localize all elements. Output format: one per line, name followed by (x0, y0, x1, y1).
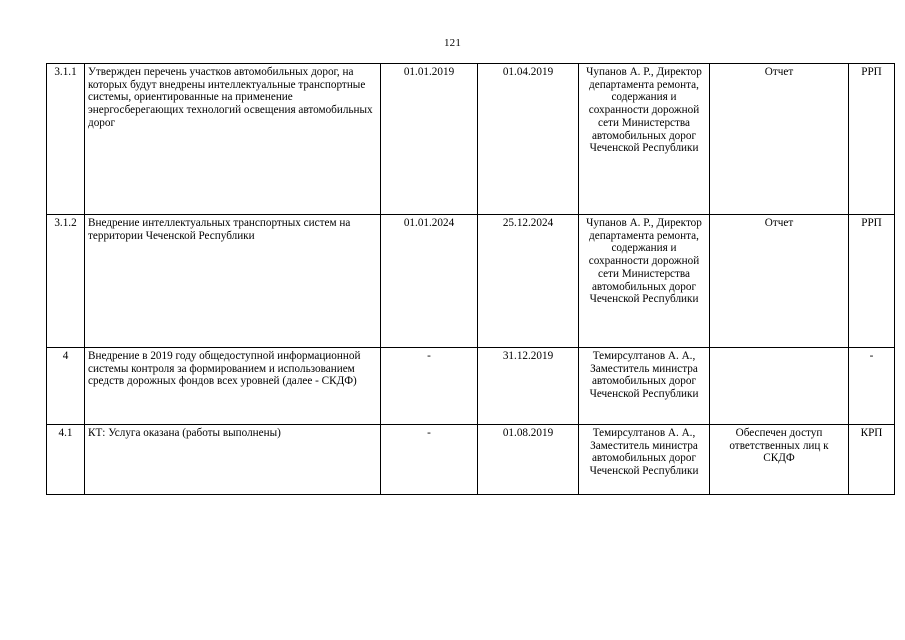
start-date: - (381, 348, 478, 425)
start-date: 01.01.2024 (381, 215, 478, 348)
start-date: 01.01.2019 (381, 64, 478, 215)
plan-table (46, 63, 895, 495)
row-number: 4.1 (47, 425, 85, 495)
result-type: Отчет (710, 64, 849, 215)
task-name: КТ: Услуга оказана (работы выполнены) (85, 425, 381, 495)
task-name: Внедрение в 2019 году общедоступной информационной системы контроля за формированием и использованием средств дорожных фондов всех уровней (далее - СКДФ) (85, 348, 381, 425)
table-row (47, 348, 895, 425)
row-number: 4 (47, 348, 85, 425)
row-number: 3.1.1 (47, 64, 85, 215)
responsible: Чупанов А. Р., Директор департамента ремонта, содержания и сохранности дорожной сети Министерства автомобильных дорог Чеченской Республики (579, 215, 710, 348)
control-level: РРП (849, 64, 895, 215)
task-name: Внедрение интеллектуальных транспортных систем на территории Чеченской Республики (85, 215, 381, 348)
page-number: 121 (443, 37, 462, 49)
end-date: 25.12.2024 (478, 215, 579, 348)
table-row (47, 64, 895, 215)
end-date: 01.08.2019 (478, 425, 579, 495)
result-type: Обеспечен доступ ответственных лиц к СКДФ (710, 425, 849, 495)
row-number: 3.1.2 (47, 215, 85, 348)
table-row (47, 425, 895, 495)
table-row (47, 215, 895, 348)
control-level: - (849, 348, 895, 425)
result-type: Отчет (710, 215, 849, 348)
responsible: Чупанов А. Р., Директор департамента ремонта, содержания и сохранности дорожной сети Министерства автомобильных дорог Чеченской Республики (579, 64, 710, 215)
control-level: КРП (849, 425, 895, 495)
result-type (710, 348, 849, 425)
control-level: РРП (849, 215, 895, 348)
end-date: 01.04.2019 (478, 64, 579, 215)
end-date: 31.12.2019 (478, 348, 579, 425)
task-name: Утвержден перечень участков автомобильных дорог, на которых будут внедрены интеллектуальные транспортные системы, ориентированные на применение энергосберегающих технологий освещения автомобильных дорог (85, 64, 381, 215)
responsible: Темирсултанов А. А., Заместитель министра автомобильных дорог Чеченской Республики (579, 348, 710, 425)
responsible: Темирсултанов А. А., Заместитель министра автомобильных дорог Чеченской Республики (579, 425, 710, 495)
start-date: - (381, 425, 478, 495)
